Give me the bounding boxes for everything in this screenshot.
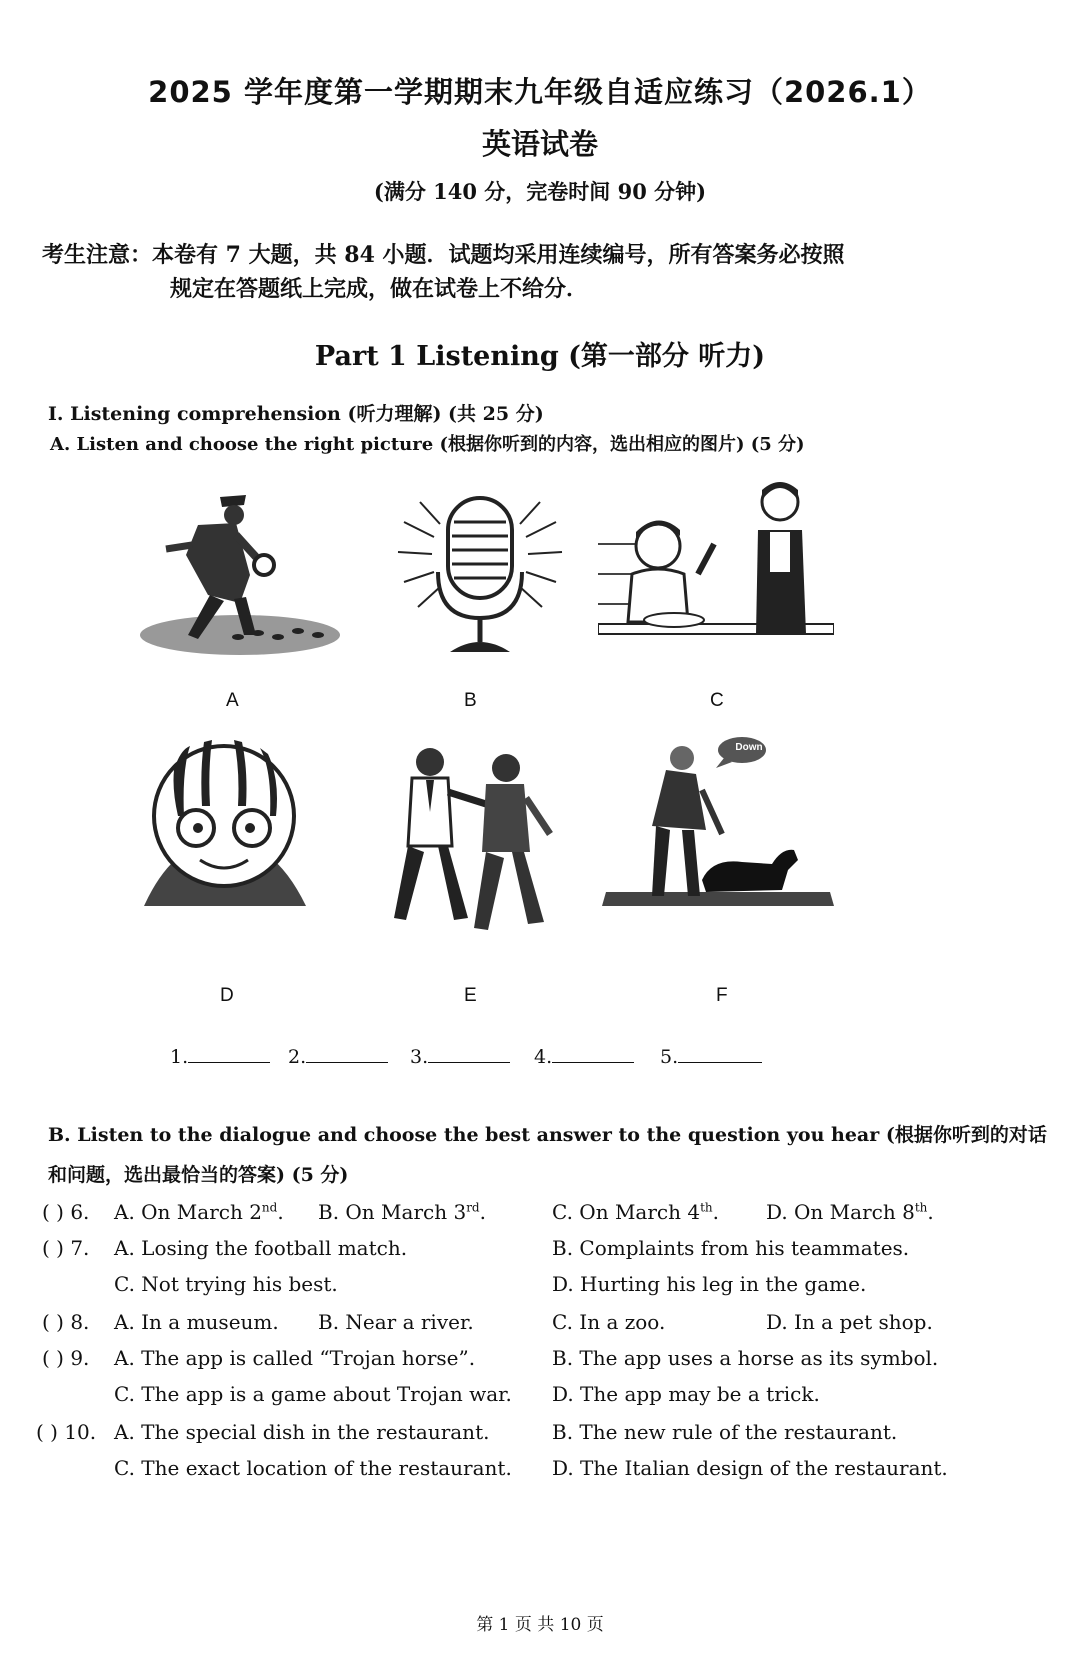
speech-bubble-text: Down — [735, 742, 763, 753]
q7-option-b[interactable]: B. Complaints from his teammates. — [552, 1236, 910, 1260]
q7-option-d[interactable]: D. Hurting his leg in the game. — [552, 1272, 867, 1296]
q8-option-c[interactable]: C. In a zoo. — [552, 1310, 666, 1334]
q7-option-a[interactable]: A. Losing the football match. — [114, 1236, 408, 1260]
exam-title: 2025 学年度第一学期期末九年级自适应练习（2026.1） — [148, 75, 932, 109]
picture-label-b: B — [464, 690, 477, 711]
blank-5[interactable]: 5. — [660, 1044, 762, 1068]
picture-label-e: E — [464, 985, 477, 1006]
picture-label-c: C — [710, 690, 724, 711]
exam-subject: 英语试卷 — [481, 127, 598, 161]
page-footer: 第 1 页 共 10 页 — [476, 1615, 604, 1635]
blank-4[interactable]: 4. — [534, 1044, 634, 1068]
picture-label-a: A — [226, 690, 239, 711]
q6-option-c[interactable]: C. On March 4th. — [552, 1200, 719, 1224]
section-b-heading-line-2: 和问题，选出最恰当的答案) (5 分) — [48, 1164, 349, 1186]
q6-option-b[interactable]: B. On March 3rd. — [318, 1200, 486, 1224]
blank-line — [306, 1044, 388, 1063]
picture-label-d: D — [220, 985, 234, 1006]
q9-number: ( ) 9. — [42, 1346, 90, 1370]
q9-option-d[interactable]: D. The app may be a trick. — [552, 1382, 820, 1406]
picture-a-detective — [128, 485, 348, 660]
picture-label-f: F — [716, 985, 728, 1006]
blank-2[interactable]: 2. — [288, 1044, 388, 1068]
q9-option-b[interactable]: B. The app uses a horse as its symbol. — [552, 1346, 939, 1370]
q8-option-b[interactable]: B. Near a river. — [318, 1310, 474, 1334]
score-info: (满分 140 分，完卷时间 90 分钟) — [373, 179, 707, 204]
q7-option-c[interactable]: C. Not trying his best. — [114, 1272, 338, 1296]
picture-f-dog-command — [602, 730, 834, 920]
blank-1[interactable]: 1. — [170, 1044, 270, 1068]
q8-option-a[interactable]: A. In a museum. — [114, 1310, 279, 1334]
blank-line — [552, 1044, 634, 1063]
q10-option-a[interactable]: A. The special dish in the restaurant. — [114, 1420, 490, 1444]
picture-c-restaurant-complaint — [598, 474, 834, 664]
picture-d-helmet-kid — [134, 730, 314, 910]
q10-option-b[interactable]: B. The new rule of the restaurant. — [552, 1420, 898, 1444]
q8-option-d[interactable]: D. In a pet shop. — [766, 1310, 933, 1334]
notice-line-2: 规定在答题纸上完成，做在试卷上不给分． — [170, 276, 589, 302]
blank-line — [428, 1044, 510, 1063]
q6-number: ( ) 6. — [42, 1200, 90, 1224]
section-a-heading: A. Listen and choose the right picture (根据你听到的内容，选出相应的图片) (5 分) — [50, 434, 805, 455]
notice-line-1: 考生注意：本卷有 7 大题，共 84 小题．试题均采用连续编号，所有答案务必按照 — [42, 242, 845, 268]
picture-b-microphone — [392, 482, 568, 662]
q9-option-a[interactable]: A. The app is called “Trojan horse”. — [114, 1346, 476, 1370]
blank-3[interactable]: 3. — [410, 1044, 510, 1068]
part1-title: Part 1 Listening (第一部分 听力) — [314, 341, 766, 372]
q6-option-a[interactable]: A. On March 2nd. — [114, 1200, 284, 1224]
q6-option-d[interactable]: D. On March 8th. — [766, 1200, 934, 1224]
q10-option-c[interactable]: C. The exact location of the restaurant. — [114, 1456, 512, 1480]
picture-e-guard-escort — [378, 742, 562, 942]
section-b-heading-line-1: B. Listen to the dialogue and choose the best answer to the question you hear (根据你听到的对话 — [48, 1124, 1047, 1146]
blank-line — [188, 1044, 270, 1063]
q10-option-d[interactable]: D. The Italian design of the restaurant. — [552, 1456, 948, 1480]
q7-number: ( ) 7. — [42, 1236, 90, 1260]
q10-number: ( ) 10. — [36, 1420, 97, 1444]
q8-number: ( ) 8. — [42, 1310, 90, 1334]
blank-line — [678, 1044, 762, 1063]
q9-option-c[interactable]: C. The app is a game about Trojan war. — [114, 1382, 512, 1406]
section-1-heading: I. Listening comprehension (听力理解) (共 25 分) — [48, 403, 544, 425]
